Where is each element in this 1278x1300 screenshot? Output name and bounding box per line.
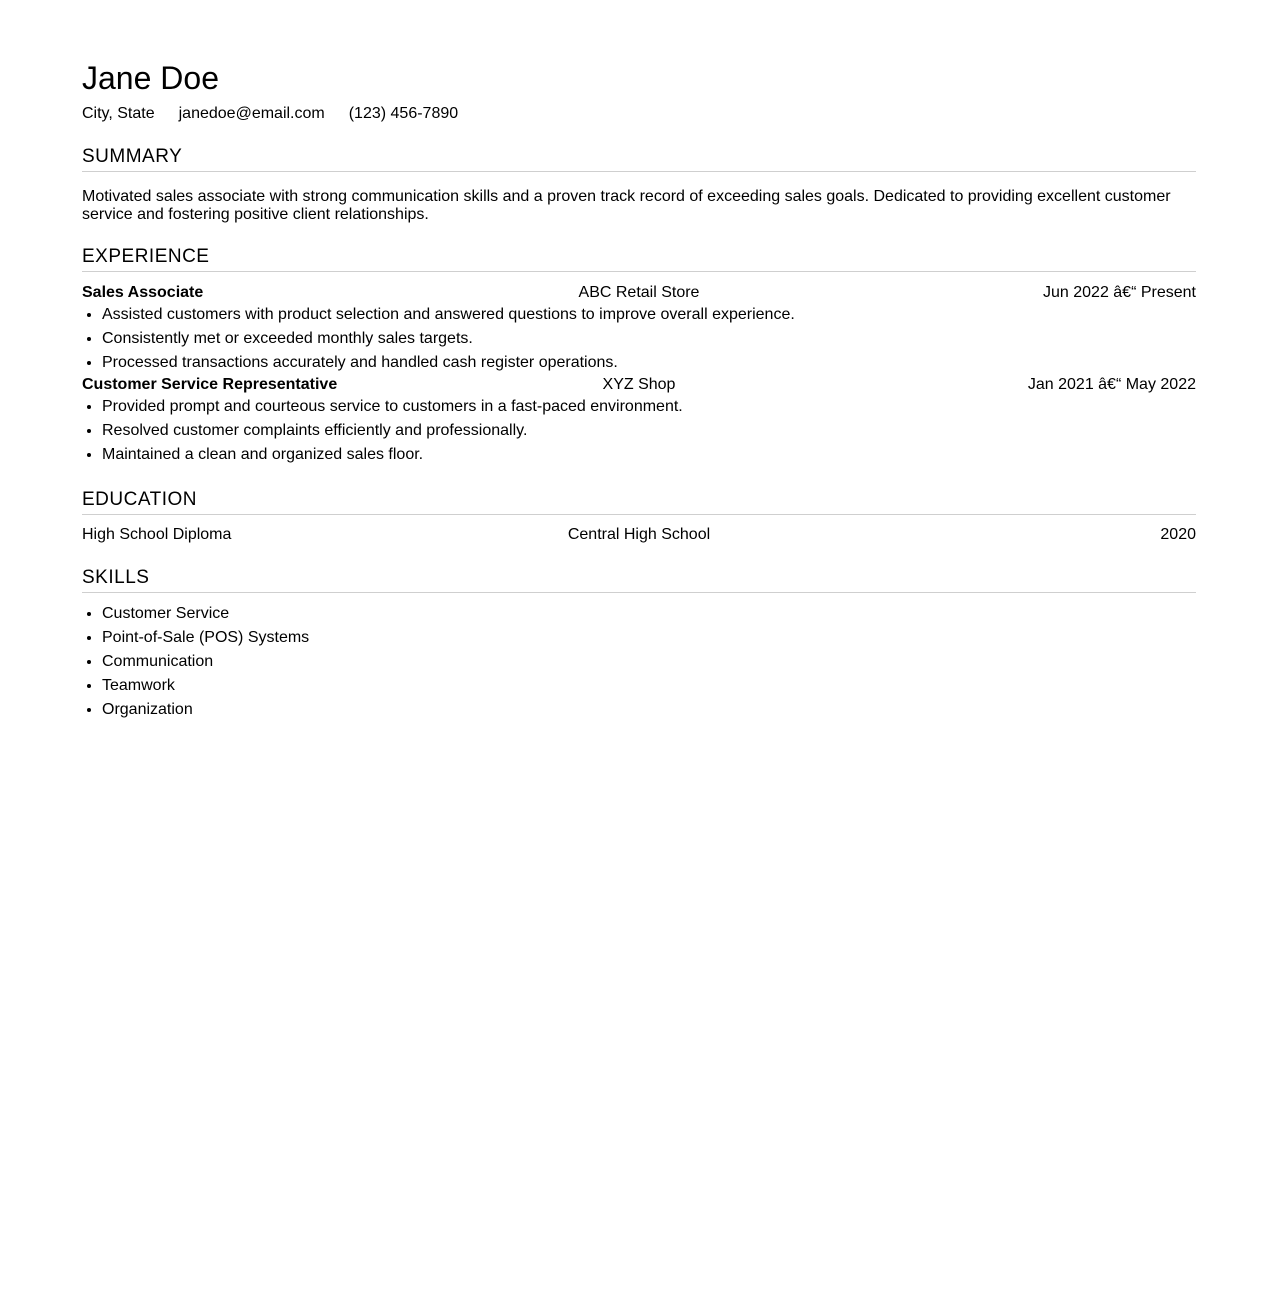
- skills-list-wrap: [82, 602, 1196, 722]
- job-company: ABC Retail Store: [578, 284, 700, 301]
- skill-item: • Organization: [102, 698, 1196, 722]
- job-bullets: [82, 395, 1196, 467]
- job-title: Sales Associate: [82, 284, 204, 301]
- resume: [82, 58, 1196, 722]
- job-header: [82, 375, 1196, 395]
- job-company: XYZ Shop: [602, 376, 676, 393]
- job-bullet: • Processed transactions accurately and handled cash register operations.: [102, 351, 1196, 375]
- summary-section: [82, 146, 1196, 224]
- job-bullet: • Provided prompt and courteous service to customers in a fast-paced environment.: [102, 395, 1196, 419]
- contact-location: City, State: [82, 105, 155, 122]
- job-bullet: • Maintained a clean and organized sales floor.: [102, 443, 1196, 467]
- education-entry: [82, 525, 1196, 545]
- job-dates: Jun 2022 â€“ Present: [1043, 284, 1196, 301]
- education-row: [82, 525, 1196, 545]
- job-bullet: • Assisted customers with product selection and answered questions to improve overall experience.: [102, 303, 1196, 327]
- skills-list: [82, 602, 1196, 722]
- skill-item: • Customer Service: [102, 602, 1196, 626]
- job-dates: Jan 2021 â€“ May 2022: [1027, 376, 1196, 393]
- job-bullet: • Consistently met or exceeded monthly sales targets.: [102, 327, 1196, 351]
- skills-section: [82, 567, 1196, 722]
- summary-heading: SUMMARY: [82, 146, 1196, 172]
- summary-text: Motivated sales associate with strong communication skills and a proven track record of exceeding sales goals. Dedicated to providing excellent customer service and fostering positive client relationships.: [82, 188, 1171, 223]
- contact-email: janedoe@email.com: [178, 105, 325, 122]
- experience-heading: EXPERIENCE: [82, 246, 1196, 272]
- job-entry: [82, 283, 1196, 375]
- skill-item: • Point-of-Sale (POS) Systems: [102, 626, 1196, 650]
- experience-section: [82, 246, 1196, 467]
- job-header: [82, 283, 1196, 303]
- experience-list: [82, 283, 1196, 467]
- candidate-name: Jane Doe: [82, 60, 219, 96]
- education-degree: High School Diploma: [82, 526, 232, 543]
- education-section: [82, 489, 1196, 545]
- education-year: 2020: [1160, 526, 1196, 543]
- contact-phone: (123) 456-7890: [348, 105, 459, 122]
- education-school: Central High School: [567, 526, 711, 543]
- job-bullets: [82, 303, 1196, 375]
- skill-item: • Communication: [102, 650, 1196, 674]
- job-bullet: • Resolved customer complaints efficiently and professionally.: [102, 419, 1196, 443]
- skills-heading: SKILLS: [82, 567, 1196, 593]
- job-title: Customer Service Representative: [82, 376, 338, 393]
- contact-info: [82, 104, 1196, 124]
- job-entry: [82, 375, 1196, 467]
- education-heading: EDUCATION: [82, 489, 1196, 515]
- skill-item: • Teamwork: [102, 674, 1196, 698]
